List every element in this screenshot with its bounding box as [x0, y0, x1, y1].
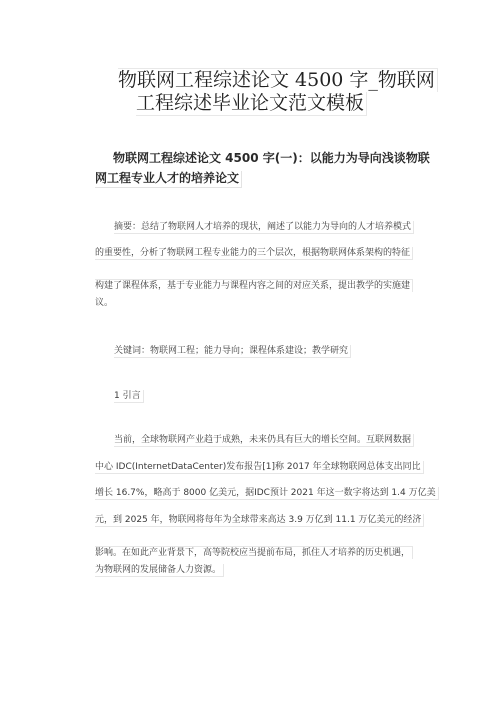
body-line-6: 为物联网的发展储备人力资源。	[95, 564, 224, 577]
abstract-line-3: 构建了课程体系，基于专业能力与课程内容之间的对应关系，提出教学的实施建	[95, 279, 413, 292]
abstract-line-2: 的重要性，分析了物联网工程专业能力的三个层次，根据物联网体系架构的特征	[95, 247, 413, 260]
section-heading: 1 引言	[114, 390, 144, 403]
section-subtitle-line-1: 物联网工程综述论文 4500 字(一)：以能力为导向浅谈物联	[113, 151, 430, 165]
section-subtitle-line-2: 网工程专业人才的培养论文	[95, 171, 242, 188]
body-line-1: 当前，全球物联网产业趋于成熟，未来仍具有巨大的增长空间。互联网数据	[114, 434, 414, 447]
document-title-line-1: 物联网工程综述论文 4500 字_物联网	[118, 68, 438, 92]
body-line-2: 中心 IDC(InternetDataCenter)发布报告[1]称 2017 年全球物联网总体支出同比	[95, 461, 424, 474]
abstract-line-4: 议。	[95, 298, 114, 308]
body-line-4: 元，到 2025 年，物联网将每年为全球带来高达 3.9 万亿到 11.1 万亿美元的经济	[95, 514, 424, 527]
abstract-line-1: 摘要：总结了物联网人才培养的现状，阐述了以能力为导向的人才培养模式	[114, 221, 414, 234]
keywords-line: 关键词：物联网工程；能力导向；课程体系建设；教学研究	[114, 345, 351, 358]
body-line-3: 增长 16.7%，略高于 8000 亿美元，据IDC预计 2021 年这一数字将达到 1.4 万亿美	[95, 487, 439, 500]
body-line-5: 影响。在如此产业背景下，高等院校应当提前布局，抓住人才培养的历史机遇，	[95, 546, 413, 559]
document-title-line-2: 工程综述毕业论文范文模板	[136, 92, 367, 116]
